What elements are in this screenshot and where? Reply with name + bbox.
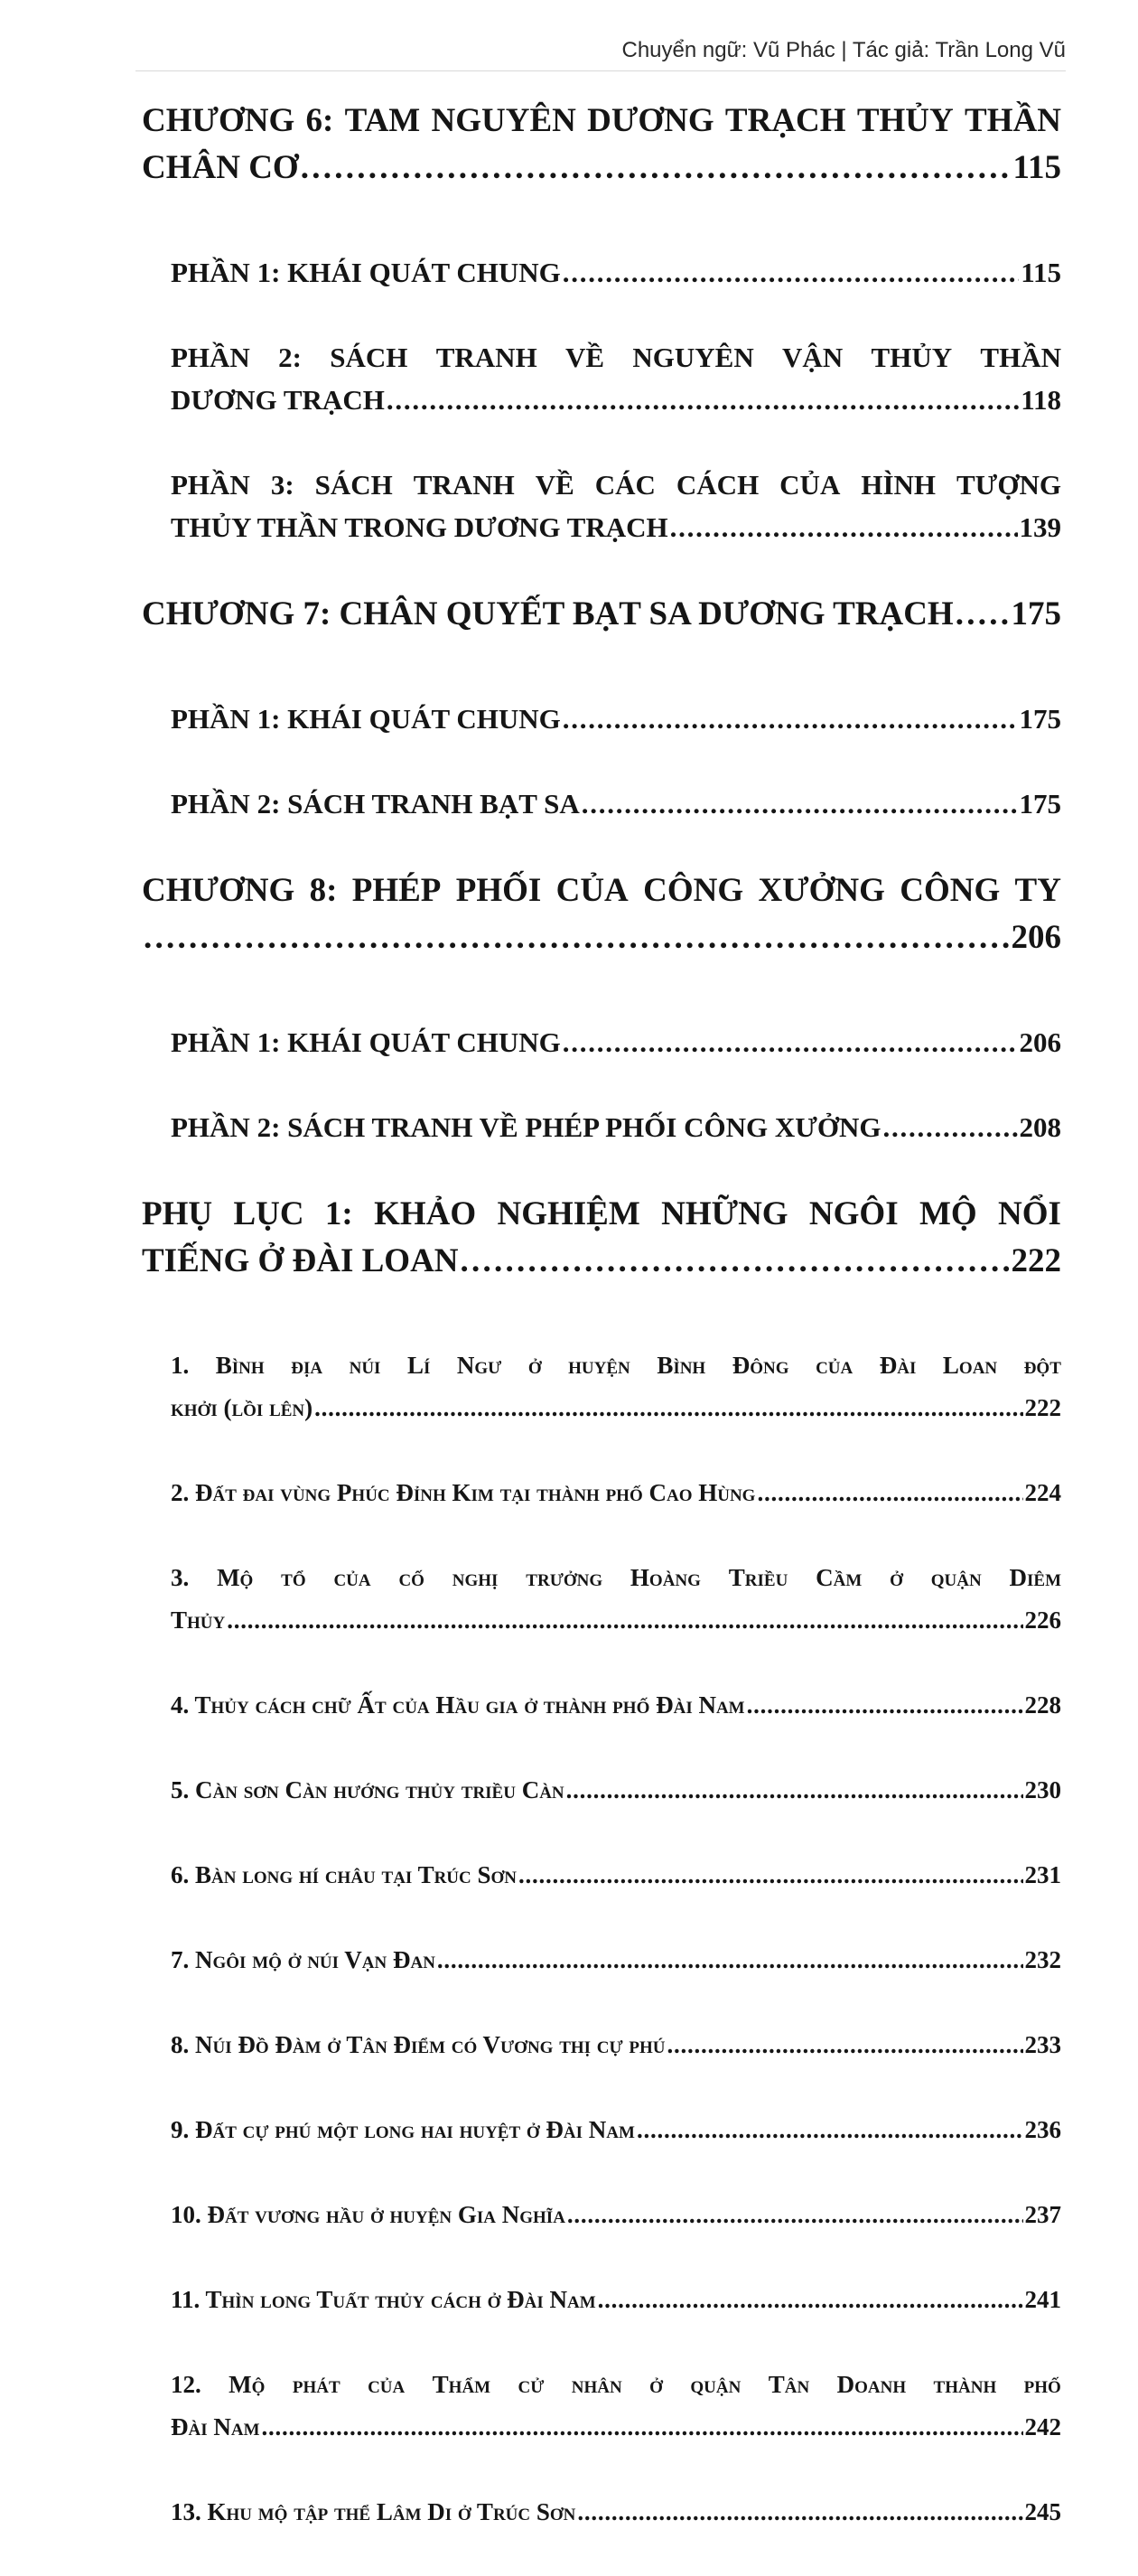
toc-page-number: 115 (1012, 149, 1061, 186)
toc-page-number: 118 (1021, 384, 1061, 416)
toc-page-number: 236 (1024, 2116, 1061, 2143)
toc-entry-part[interactable] (142, 336, 1061, 464)
toc-entry-title: khởi (lồi lên) (171, 1394, 313, 1421)
toc-entry-item[interactable] (142, 1854, 1061, 1939)
dot-leader (301, 145, 1012, 192)
page-header (135, 34, 1066, 71)
toc-page-number: 224 (1024, 1479, 1061, 1506)
toc-entry-line: 12. Mộ phát của Thẩm cử nhân ở quận Tân Doanh thành phố (171, 2371, 1061, 2398)
dot-leader (598, 2279, 1023, 2321)
toc-entry-line: PHẦN 3: SÁCH TRANH VỀ CÁC CÁCH CỦA HÌNH TƯỢNG (171, 469, 1061, 501)
toc-entry-chapter[interactable] (142, 98, 1061, 239)
toc-page-number: 206 (1011, 919, 1061, 956)
dot-leader (747, 1684, 1023, 1727)
toc-page-number: 241 (1024, 2286, 1061, 2313)
toc-entry-title: PHẦN 1: KHÁI QUÁT CHUNG (171, 257, 561, 288)
toc-entry-part[interactable] (142, 251, 1061, 336)
toc-entry-line: 1. Bình địa núi Lí Ngư ở huyện Bình Đông của Đài Loan đột (171, 1352, 1061, 1379)
toc-entry-line: CHƯƠNG 6: TAM NGUYÊN DƯƠNG TRẠCH THỦY THẦN (142, 102, 1061, 139)
toc-entry-title: Thủy (171, 1606, 226, 1634)
toc-entry-item[interactable] (142, 2279, 1061, 2364)
toc-entry-title: PHẦN 1: KHÁI QUÁT CHUNG (171, 1026, 561, 1058)
dot-leader (566, 1769, 1023, 1812)
toc-entry-line: PHẦN 2: SÁCH TRANH VỀ NGUYÊN VẬN THỦY THẦN (171, 342, 1061, 373)
toc-entry-item[interactable] (142, 1769, 1061, 1854)
dot-leader (883, 1106, 1018, 1148)
toc-page-number: 228 (1024, 1691, 1061, 1719)
toc-page-number: 175 (1019, 788, 1061, 820)
toc-page-number: 233 (1024, 2031, 1061, 2058)
dot-leader (563, 1021, 1018, 1063)
toc-page-number: 208 (1019, 1111, 1061, 1143)
dot-leader (582, 782, 1018, 825)
toc-entry-item[interactable] (142, 1939, 1061, 2024)
toc-entry-item[interactable] (142, 2491, 1061, 2576)
toc-page-number: 139 (1019, 511, 1061, 543)
dot-leader (667, 2024, 1023, 2066)
toc-entry-title: CHƯƠNG 7: CHÂN QUYẾT BẠT SA DƯƠNG TRẠCH (142, 595, 954, 632)
dot-leader (518, 1854, 1022, 1897)
table-of-contents (142, 98, 1061, 2576)
dot-leader (757, 1472, 1022, 1514)
toc-entry-chapter[interactable] (142, 1191, 1061, 1332)
toc-entry-item[interactable] (142, 2364, 1061, 2491)
toc-entry-item[interactable] (142, 1684, 1061, 1769)
toc-page-number: 115 (1021, 257, 1061, 288)
toc-entry-title: 9. Đất cự phú một long hai huyệt ở Đài Nam (171, 2116, 635, 2143)
toc-entry-part[interactable] (142, 464, 1061, 591)
toc-page-number: 237 (1024, 2201, 1061, 2228)
toc-entry-title: 8. Núi Đồ Đàm ở Tân Điểm có Vương thị cự phú (171, 2031, 666, 2058)
dot-leader (437, 1939, 1023, 1981)
toc-entry-line: PHỤ LỤC 1: KHẢO NGHIỆM NHỮNG NGÔI MỘ NỔI (142, 1195, 1061, 1232)
toc-entry-title: CHÂN CƠ (142, 149, 299, 186)
toc-entry-title: THỦY THẦN TRONG DƯƠNG TRẠCH (171, 511, 668, 543)
toc-entry-item[interactable] (142, 1344, 1061, 1472)
dot-leader (461, 1238, 1010, 1285)
toc-entry-title: DƯƠNG TRẠCH (171, 384, 385, 416)
dot-leader (670, 506, 1018, 548)
toc-entry-title: PHẦN 2: SÁCH TRANH VỀ PHÉP PHỐI CÔNG XƯỞNG (171, 1111, 881, 1143)
dot-leader (956, 591, 1010, 638)
toc-entry-title: 5. Càn sơn Càn hướng thủy triều Càn (171, 1776, 564, 1803)
toc-entry-title: 4. Thủy cách chữ Ất của Hầu gia ở thành phố Đài Nam (171, 1691, 745, 1719)
toc-entry-item[interactable] (142, 2109, 1061, 2194)
toc-entry-title: 11. Thìn long Tuất thủy cách ở Đài Nam (171, 2286, 596, 2313)
toc-page-number: 175 (1019, 703, 1061, 735)
toc-entry-title: 6. Bàn long hí châu tại Trúc Sơn (171, 1861, 518, 1888)
toc-page-number: 175 (1011, 595, 1061, 632)
toc-entry-item[interactable] (142, 1472, 1061, 1557)
toc-page-number: 226 (1024, 1606, 1061, 1634)
dot-leader (637, 2109, 1023, 2151)
dot-leader (563, 698, 1018, 740)
toc-entry-part[interactable] (142, 782, 1061, 867)
toc-page-number: 231 (1024, 1861, 1061, 1888)
toc-entry-title: Đài Nam (171, 2413, 260, 2440)
toc-entry-title: PHẦN 2: SÁCH TRANH BẠT SA (171, 788, 580, 820)
toc-entry-line: 3. Mộ tổ của cố nghị trưởng Hoàng Triều Cầm ở quận Diêm (171, 1564, 1061, 1591)
toc-entry-line: CHƯƠNG 8: PHÉP PHỐI CỦA CÔNG XƯỞNG CÔNG TY (142, 872, 1061, 909)
toc-entry-chapter[interactable] (142, 867, 1061, 1008)
dot-leader (227, 1599, 1022, 1642)
toc-entry-item[interactable] (142, 2194, 1061, 2279)
toc-entry-title: 10. Đất vương hầu ở huyện Gia Nghĩa (171, 2201, 565, 2228)
dot-leader (387, 379, 1019, 421)
dot-leader (563, 251, 1019, 294)
dot-leader (567, 2194, 1023, 2236)
dot-leader (577, 2491, 1022, 2534)
dot-leader (144, 914, 1010, 961)
toc-entry-part[interactable] (142, 1021, 1061, 1106)
dot-leader (262, 2406, 1023, 2449)
toc-page-number: 206 (1019, 1026, 1061, 1058)
toc-entry-title: 13. Khu mộ tập thể Lâm Di ở Trúc Sơn (171, 2498, 576, 2525)
toc-page-number: 245 (1024, 2498, 1061, 2525)
toc-page-number: 222 (1011, 1242, 1061, 1279)
dot-leader (314, 1387, 1022, 1429)
toc-page-number: 222 (1024, 1394, 1061, 1421)
toc-entry-chapter[interactable] (142, 591, 1061, 685)
toc-page-number: 232 (1024, 1946, 1061, 1973)
toc-entry-title: 7. Ngôi mộ ở núi Vạn Đan (171, 1946, 435, 1973)
toc-entry-part[interactable] (142, 1106, 1061, 1191)
toc-entry-item[interactable] (142, 2024, 1061, 2109)
header-credit: Chuyển ngữ: Vũ Phác | Tác giả: Trần Long Vũ (621, 38, 1066, 62)
toc-entry-title: 2. Đất đai vùng Phúc Đỉnh Kim tại thành phố Cao Hùng (171, 1479, 756, 1506)
toc-page-number: 242 (1024, 2413, 1061, 2440)
toc-entry-title: PHẦN 1: KHÁI QUÁT CHUNG (171, 703, 561, 735)
toc-entry-item[interactable] (142, 1557, 1061, 1684)
toc-entry-title: TIẾNG Ở ĐÀI LOAN (142, 1242, 459, 1279)
toc-page-number: 230 (1024, 1776, 1061, 1803)
toc-entry-part[interactable] (142, 698, 1061, 782)
